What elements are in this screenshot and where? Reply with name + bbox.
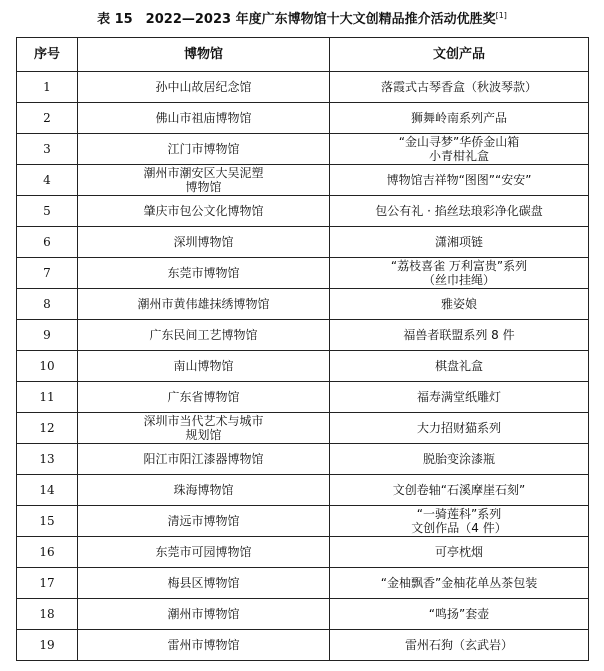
seq-cell: 18 [17,599,78,630]
seq-cell: 19 [17,630,78,661]
product-cell: 落霞式古琴香盒（秋波琴款） [330,72,589,103]
seq-cell: 11 [17,382,78,413]
table-row [17,72,589,103]
header-museum: 博物馆 [78,38,330,72]
product-cell: 狮舞岭南系列产品 [330,103,589,134]
museum-cell: 东莞市博物馆 [78,258,330,289]
table-row [17,165,589,196]
table-row [17,103,589,134]
museum-cell: 东莞市可园博物馆 [78,537,330,568]
museum-cell: 清远市博物馆 [78,506,330,537]
product-cell: 棋盘礼盒 [330,351,589,382]
table-caption [0,0,604,36]
seq-cell: 9 [17,320,78,351]
seq-cell: 12 [17,413,78,444]
museum-cell: 雷州市博物馆 [78,630,330,661]
seq-cell: 16 [17,537,78,568]
museum-cell: 潮州市潮安区大吴泥塑 博物馆 [78,165,330,196]
museum-cell: 广东省博物馆 [78,382,330,413]
table-row [17,444,589,475]
award-table [16,37,589,661]
table-row [17,599,589,630]
seq-cell: 8 [17,289,78,320]
museum-cell: 肇庆市包公文化博物馆 [78,196,330,227]
table-row [17,289,589,320]
table-row [17,351,589,382]
museum-cell: 阳江市阳江漆器博物馆 [78,444,330,475]
product-cell: “荔枝喜雀 万利富贵”系列 （丝巾挂绳） [330,258,589,289]
product-cell: 福兽者联盟系列 8 件 [330,320,589,351]
header-row [17,38,589,72]
table-row [17,506,589,537]
museum-cell: 梅县区博物馆 [78,568,330,599]
seq-cell: 1 [17,72,78,103]
product-cell: 潇湘项链 [330,227,589,258]
museum-cell: 孙中山故居纪念馆 [78,72,330,103]
product-cell: 包公有礼 · 掐丝珐琅彩净化碳盘 [330,196,589,227]
table-row [17,413,589,444]
caption-title: 表 15 2022—2023 年度广东博物馆十大文创精品推介活动优胜奖 [97,12,496,27]
product-cell: “一骑莲科”系列 文创作品（4 件） [330,506,589,537]
seq-cell: 15 [17,506,78,537]
table-row [17,475,589,506]
product-cell: “金山寻梦”华侨金山箱 小青柑礼盒 [330,134,589,165]
museum-cell: 江门市博物馆 [78,134,330,165]
product-cell: “鸣扬”套壶 [330,599,589,630]
seq-cell: 3 [17,134,78,165]
table-row [17,630,589,661]
table-row [17,537,589,568]
museum-cell: 潮州市黄伟雄抹绣博物馆 [78,289,330,320]
seq-cell: 4 [17,165,78,196]
museum-cell: 广东民间工艺博物馆 [78,320,330,351]
seq-cell: 5 [17,196,78,227]
museum-cell: 潮州市博物馆 [78,599,330,630]
museum-cell: 深圳市当代艺术与城市 规划馆 [78,413,330,444]
product-cell: 雷州石狗（玄武岩） [330,630,589,661]
table-row [17,382,589,413]
museum-cell: 佛山市祖庙博物馆 [78,103,330,134]
table-row [17,134,589,165]
product-cell: 福寿满堂纸雕灯 [330,382,589,413]
product-cell: 脱胎变涂漆瓶 [330,444,589,475]
seq-cell: 13 [17,444,78,475]
museum-cell: 珠海博物馆 [78,475,330,506]
table-body [17,72,589,661]
product-cell: “金柚飘香”金柚花单丛茶包装 [330,568,589,599]
table-row [17,320,589,351]
caption-reference: [1] [495,11,507,20]
seq-cell: 6 [17,227,78,258]
seq-cell: 7 [17,258,78,289]
product-cell: 可亭枕烟 [330,537,589,568]
product-cell: 雅姿娘 [330,289,589,320]
seq-cell: 10 [17,351,78,382]
header-product: 文创产品 [330,38,589,72]
seq-cell: 2 [17,103,78,134]
product-cell: 文创卷轴“石溪摩崖石刻” [330,475,589,506]
museum-cell: 南山博物馆 [78,351,330,382]
museum-cell: 深圳博物馆 [78,227,330,258]
header-seq: 序号 [17,38,78,72]
table-row [17,227,589,258]
product-cell: 大力招财猫系列 [330,413,589,444]
table-row [17,258,589,289]
table-row [17,196,589,227]
seq-cell: 17 [17,568,78,599]
table-row [17,568,589,599]
seq-cell: 14 [17,475,78,506]
product-cell: 博物馆吉祥物“图图”“安安” [330,165,589,196]
